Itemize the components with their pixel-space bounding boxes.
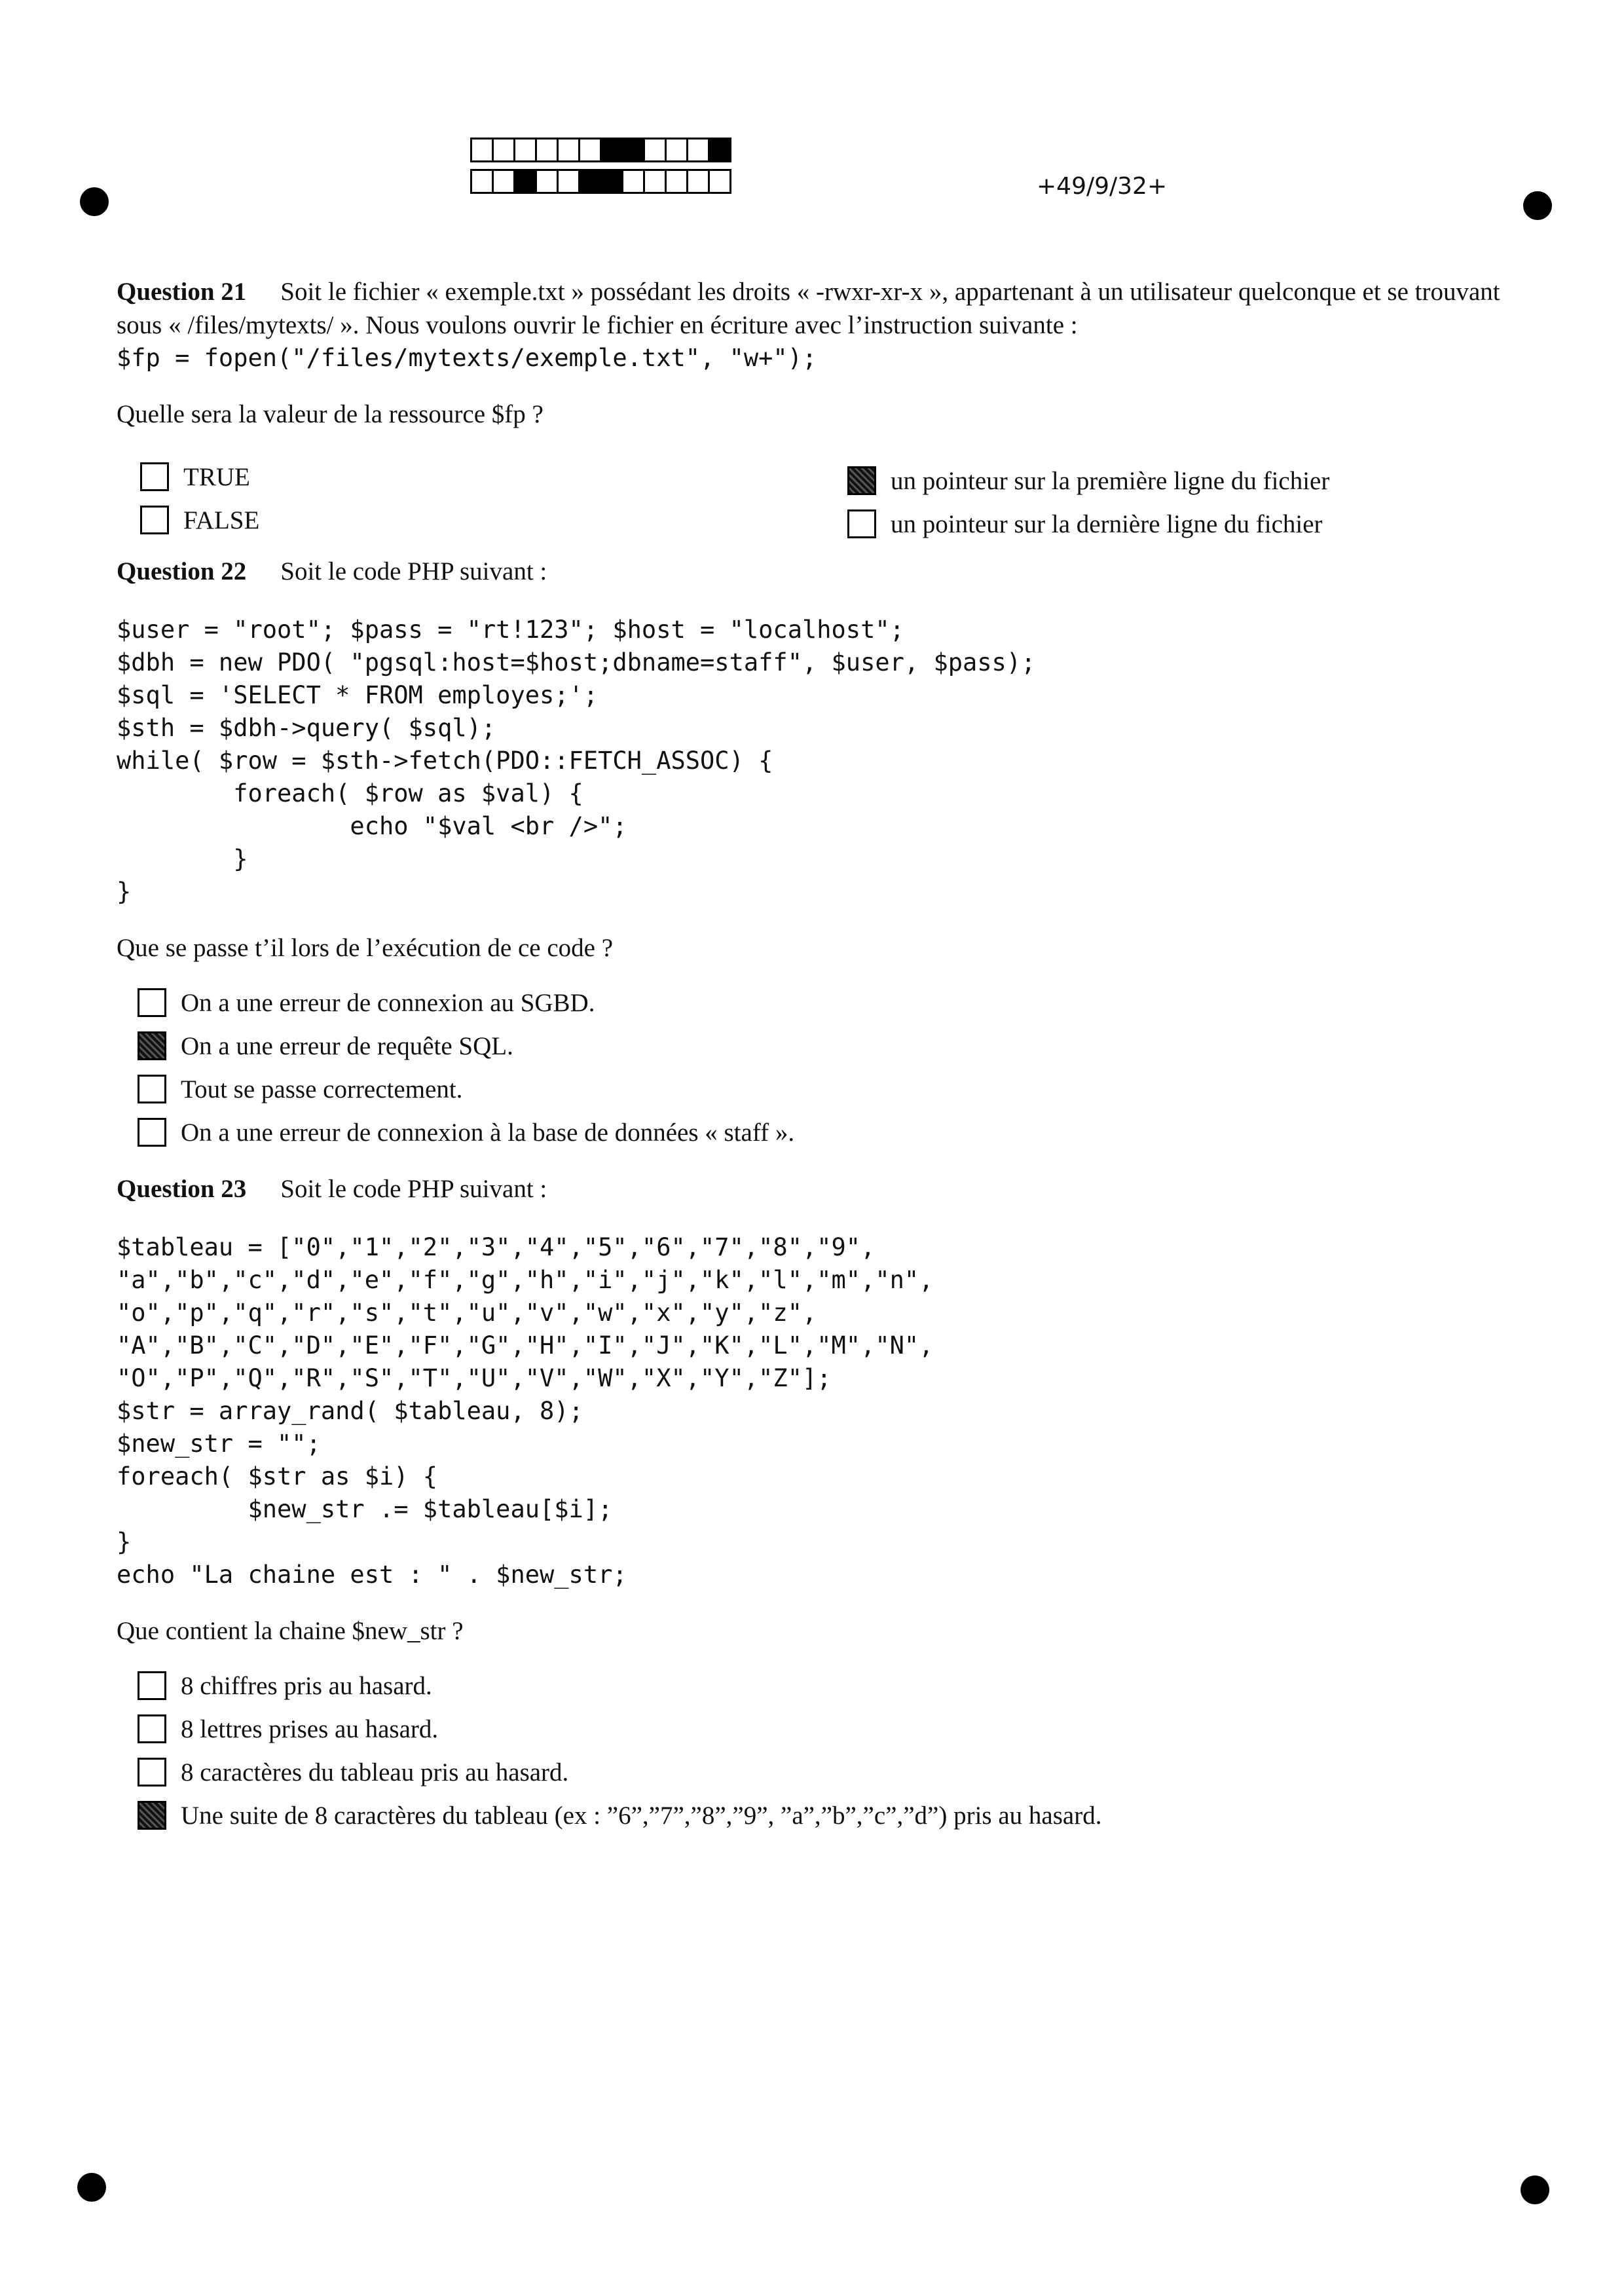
question-23 <box>117 1172 1518 1837</box>
answer-label: un pointeur sur la première ligne du fichier <box>891 466 1330 495</box>
answer-label: Tout se passe correctement. <box>181 1075 463 1103</box>
answer-label: On a une erreur de connexion au SGBD. <box>181 988 595 1017</box>
answer-label: TRUE <box>183 462 250 491</box>
barcode-cell <box>686 138 710 162</box>
barcode-cell <box>557 138 580 162</box>
answer-option[interactable] <box>138 1707 1518 1750</box>
barcode-row <box>470 169 731 194</box>
question-prompt: Quelle sera la valeur de la ressource $fp ? <box>117 400 544 428</box>
question-text: Soit le fichier « exemple.txt » possédant les droits « -rwxr-xr-x », appartenant à un utilisateur quelconque et se trouvant sous « /files/mytexts/ ». Nous voulons ouvrir le fichier en écriture avec l’instruction suivante : <box>117 278 1500 339</box>
barcode-cell <box>708 169 731 194</box>
answer-column-left <box>117 455 847 546</box>
answer-label: FALSE <box>183 506 260 534</box>
barcode-cell <box>578 138 602 162</box>
answer-list <box>138 1664 1518 1837</box>
question-number: Question 22 <box>117 557 247 585</box>
registration-mark-bottom-left <box>77 2173 106 2202</box>
answer-option[interactable] <box>138 981 1518 1024</box>
answer-label: On a une erreur de connexion à la base de données « staff ». <box>181 1118 795 1147</box>
answer-checkbox[interactable] <box>138 1671 166 1700</box>
code-block: $fp = fopen("/files/mytexts/exemple.txt", "w+"); <box>117 344 817 372</box>
question-header <box>117 275 1518 342</box>
barcode-cell <box>686 169 710 194</box>
barcode-row <box>470 138 731 162</box>
barcode-cell <box>535 169 559 194</box>
answer-option[interactable] <box>138 1024 1518 1067</box>
answer-list <box>117 455 1518 546</box>
answer-checkbox[interactable] <box>138 1075 166 1103</box>
registration-mark-bottom-right <box>1521 2176 1549 2204</box>
registration-mark-top-left <box>80 187 109 216</box>
barcode-cell <box>665 138 688 162</box>
answer-option[interactable] <box>140 498 847 542</box>
answer-option[interactable] <box>140 455 847 498</box>
question-text: Soit le code PHP suivant : <box>280 557 547 585</box>
barcode-cell <box>557 169 580 194</box>
answer-list <box>138 981 1518 1154</box>
barcode-cell <box>470 138 494 162</box>
answer-checkbox[interactable] <box>138 1758 166 1787</box>
answer-option[interactable] <box>138 1794 1518 1837</box>
question-prompt: Que se passe t’il lors de l’exécution de ce code ? <box>117 934 614 962</box>
question-22 <box>117 555 1518 1154</box>
answer-checkbox[interactable] <box>847 509 876 538</box>
code-block: $tableau = ["0","1","2","3","4","5","6","7","8","9", "a","b","c","d","e","f","g","h","i","j","k","l","m","n", "o","p","q","r","s","t","u","v","w","x","y","z", "A","B","C","D","E","F","G","H","I","J","K","L","M","N", "O","P","Q","R","S","T","U","V","W","X","Y","Z"]; $str = array_rand( $tableau, 8); $new_str = ""; foreach( $str as $i) { $new_str .= $tableau[$i]; } echo "La chaine est : " . $new_str; <box>117 1233 934 1589</box>
page-barcode <box>470 138 731 194</box>
barcode-cell <box>600 138 623 162</box>
answer-label: On a une erreur de requête SQL. <box>181 1031 513 1060</box>
question-21 <box>117 275 1518 546</box>
answer-checkbox[interactable] <box>138 1801 166 1830</box>
question-text: Soit le code PHP suivant : <box>280 1175 547 1203</box>
answer-option[interactable] <box>847 502 1329 546</box>
answer-column-right <box>847 455 1329 546</box>
answer-label: 8 lettres prises au hasard. <box>181 1714 439 1743</box>
answer-option[interactable] <box>138 1067 1518 1111</box>
answer-option[interactable] <box>847 459 1329 502</box>
barcode-cell <box>708 138 731 162</box>
answer-checkbox[interactable] <box>847 466 876 495</box>
registration-mark-top-right <box>1523 191 1552 220</box>
barcode-cell <box>665 169 688 194</box>
question-header <box>117 555 1518 588</box>
barcode-cell <box>492 169 515 194</box>
barcode-cell <box>513 138 537 162</box>
answer-checkbox[interactable] <box>138 1031 166 1060</box>
barcode-cell <box>643 138 667 162</box>
barcode-cell <box>621 138 645 162</box>
barcode-cell <box>470 169 494 194</box>
answer-checkbox[interactable] <box>140 506 169 534</box>
answer-checkbox[interactable] <box>138 1118 166 1147</box>
question-prompt: Que contient la chaine $new_str ? <box>117 1617 464 1645</box>
answer-label: un pointeur sur la dernière ligne du fichier <box>891 509 1323 538</box>
barcode-cell <box>513 169 537 194</box>
barcode-cell <box>578 169 602 194</box>
barcode-cell <box>535 138 559 162</box>
answer-option[interactable] <box>138 1750 1518 1794</box>
answer-label: 8 chiffres pris au hasard. <box>181 1671 432 1700</box>
barcode-cell <box>600 169 623 194</box>
question-number: Question 21 <box>117 278 247 306</box>
barcode-cell <box>492 138 515 162</box>
answer-option[interactable] <box>138 1664 1518 1707</box>
answer-option[interactable] <box>138 1111 1518 1154</box>
question-header <box>117 1172 1518 1206</box>
question-number: Question 23 <box>117 1175 247 1203</box>
page-id: +49/9/32+ <box>1037 173 1168 200</box>
answer-label: Une suite de 8 caractères du tableau (ex : ”6”,”7”,”8”,”9”, ”a”,”b”,”c”,”d”) pris au hasard. <box>181 1801 1102 1830</box>
answer-label: 8 caractères du tableau pris au hasard. <box>181 1758 569 1787</box>
answer-checkbox[interactable] <box>140 462 169 491</box>
barcode-cell <box>621 169 645 194</box>
code-block: $user = "root"; $pass = "rt!123"; $host = "localhost"; $dbh = new PDO( "pgsql:host=$host;dbname=staff", $user, $pass); $sql = 'SELECT * FROM employes;'; $sth = $dbh->query( $sql); while( $row = $sth->fetch(PDO::FETCH_ASSOC) { foreach( $row as $val) { echo "$val <br />"; } } <box>117 616 1036 906</box>
exam-content <box>117 275 1518 1837</box>
barcode-cell <box>643 169 667 194</box>
answer-checkbox[interactable] <box>138 1714 166 1743</box>
answer-checkbox[interactable] <box>138 988 166 1017</box>
